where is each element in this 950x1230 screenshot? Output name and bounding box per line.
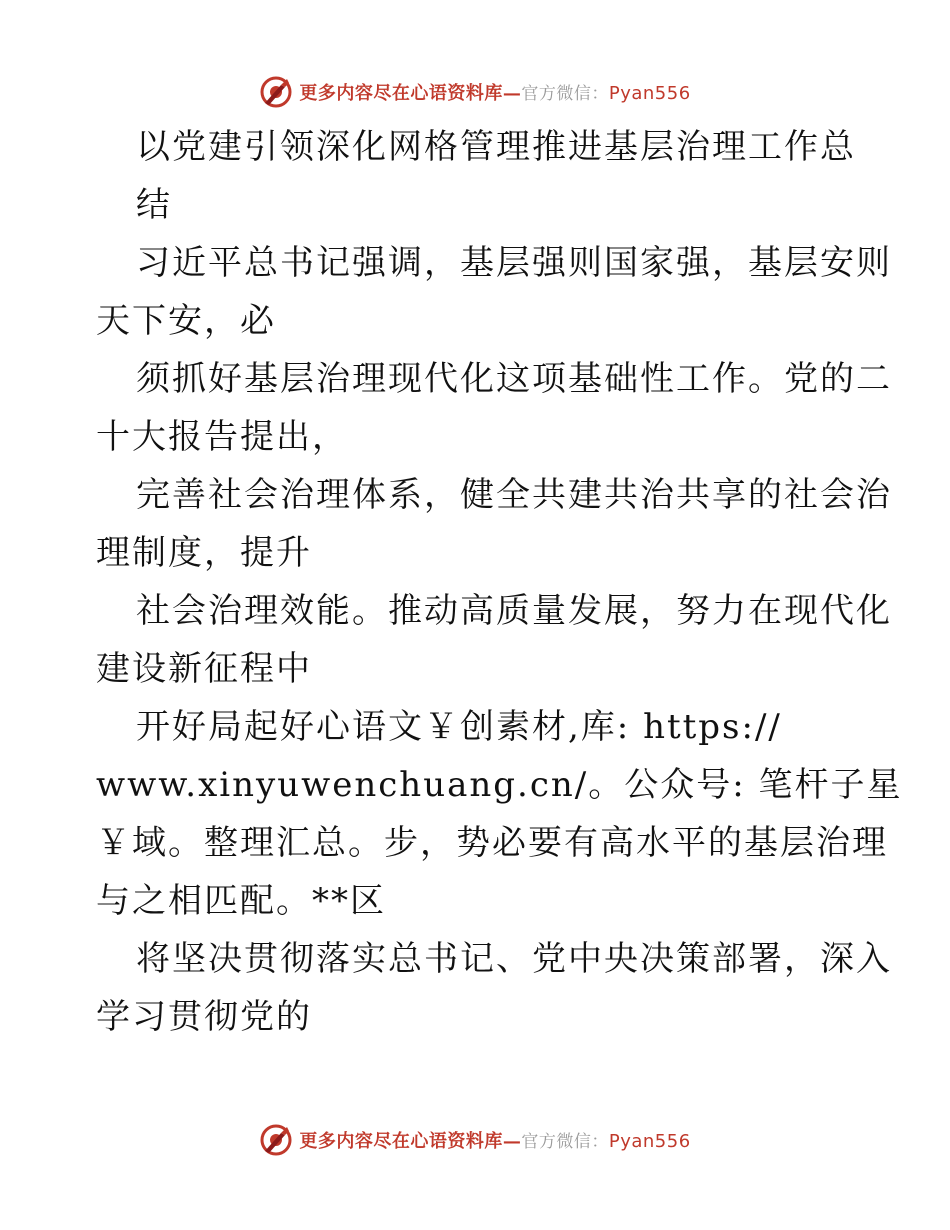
- doc-line-7: 完善社会治理体系，健全共建共治共享的社会治: [136, 475, 892, 515]
- footer-banner-wechat-id: Pyan556: [608, 1131, 691, 1152]
- header-banner-dash: —: [502, 83, 522, 104]
- footer-banner-official: 官方微信：: [521, 1132, 609, 1152]
- doc-line-9: 社会治理效能。推动高质量发展，努力在现代化: [136, 591, 892, 631]
- header-banner-official: 官方微信：: [521, 84, 609, 104]
- footer-banner-dash: —: [502, 1131, 522, 1152]
- header-banner-wechat-id: Pyan556: [608, 83, 691, 104]
- footer-banner-main: 更多内容尽在心语资料库: [299, 1131, 503, 1152]
- doc-line-4: 天下安，必: [96, 301, 276, 341]
- doc-line-8: 理制度，提升: [96, 533, 312, 573]
- doc-line-12: www.xinyuwenchuang.cn/。公众号: 笔杆子星: [96, 765, 903, 805]
- doc-line-14: 与之相匹配。**区: [96, 881, 386, 921]
- doc-line-3: 习近平总书记强调，基层强则国家强，基层安则: [136, 243, 892, 283]
- footer-banner: [0, 1120, 950, 1160]
- doc-line-10: 建设新征程中: [96, 649, 312, 689]
- doc-line-11: 开好局起好心语文￥创素材,库: https://: [136, 707, 782, 747]
- pen-circle-logo-icon: [259, 1123, 293, 1157]
- document-body: [96, 118, 903, 1046]
- doc-line-2: 结: [136, 185, 172, 225]
- doc-line-6: 十大报告提出，: [96, 417, 348, 457]
- header-banner-text: [299, 79, 690, 105]
- footer-banner-text: [299, 1127, 690, 1153]
- doc-line-15: 将坚决贯彻落实总书记、党中央决策部署，深入: [136, 939, 892, 979]
- doc-line-1: 以党建引领深化网格管理推进基层治理工作总: [136, 127, 856, 167]
- doc-line-13: ￥域。整理汇总。步，势必要有高水平的基层治理: [96, 823, 888, 863]
- pen-circle-logo-icon: [259, 75, 293, 109]
- doc-line-16: 学习贯彻党的: [96, 997, 312, 1037]
- header-banner: [0, 72, 950, 112]
- header-banner-main: 更多内容尽在心语资料库: [299, 83, 503, 104]
- doc-line-5: 须抓好基层治理现代化这项基础性工作。党的二: [136, 359, 892, 399]
